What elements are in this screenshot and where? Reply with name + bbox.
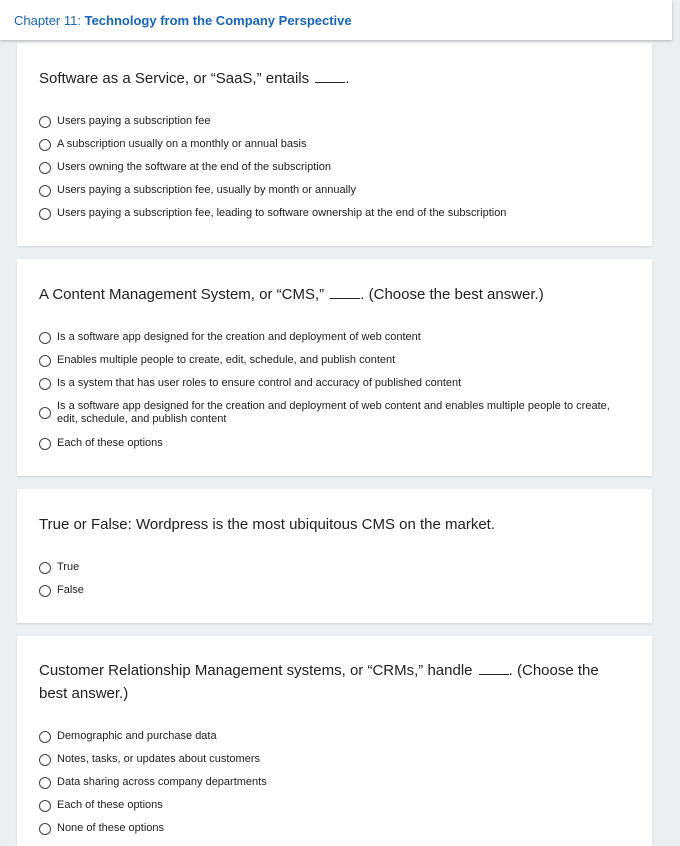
radio-button-icon[interactable] (39, 355, 51, 367)
question-text: True or False: Wordpress is the most ubiquitous CMS on the market. (39, 516, 496, 533)
answer-option[interactable] (39, 138, 630, 151)
answer-blank (330, 297, 360, 299)
radio-button-icon[interactable] (39, 800, 51, 812)
option-label: False (57, 584, 84, 596)
radio-button-icon[interactable] (39, 438, 51, 450)
answer-option[interactable] (39, 799, 630, 812)
radio-button-icon[interactable] (39, 162, 51, 174)
radio-button-icon[interactable] (39, 208, 51, 220)
option-label: Users paying a subscription fee (57, 115, 211, 127)
option-label: Demographic and purchase data (57, 730, 217, 742)
question-text-part: A Content Management System, or “CMS,” (39, 286, 325, 303)
answer-option[interactable] (39, 115, 630, 128)
option-label: Is a software app designed for the creation and deployment of web content (57, 331, 421, 343)
answer-option[interactable] (39, 437, 630, 450)
answer-option[interactable] (39, 161, 630, 174)
answer-option[interactable] (39, 776, 630, 789)
radio-button-icon[interactable] (39, 585, 51, 597)
question-text-part: . (345, 70, 350, 87)
question-text (39, 67, 630, 90)
answer-option[interactable] (39, 753, 630, 766)
answer-option[interactable] (39, 561, 630, 574)
radio-button-icon[interactable] (39, 562, 51, 574)
answer-option[interactable] (39, 400, 630, 426)
option-label: Users paying a subscription fee, usually by month or annually (57, 184, 356, 196)
option-label: Notes, tasks, or updates about customers (57, 753, 260, 765)
option-label: Users paying a subscription fee, leading to software ownership at the end of the subscription (57, 207, 507, 219)
radio-button-icon[interactable] (39, 116, 51, 128)
answer-option[interactable] (39, 184, 630, 197)
radio-button-icon[interactable] (39, 823, 51, 835)
answer-option[interactable] (39, 584, 630, 597)
question-text (39, 659, 630, 705)
radio-button-icon[interactable] (39, 139, 51, 151)
radio-button-icon[interactable] (39, 332, 51, 344)
chapter-header (0, 0, 672, 40)
answer-option[interactable] (39, 207, 630, 220)
question-text (39, 283, 630, 306)
answer-blank (315, 81, 345, 83)
option-label: A subscription usually on a monthly or annual basis (57, 138, 307, 150)
option-label: True (57, 561, 80, 573)
answer-option[interactable] (39, 331, 630, 344)
question-text-part: Software as a Service, or “SaaS,” entails (39, 70, 310, 87)
option-label: Users owning the software at the end of the subscription (57, 161, 331, 173)
question-card-4 (17, 636, 652, 846)
option-label: None of these options (57, 822, 165, 834)
answer-blank (479, 673, 509, 675)
question-text-part: Customer Relationship Management systems, or “CRMs,” handle (39, 662, 473, 679)
answer-option[interactable] (39, 354, 630, 367)
option-label: Enables multiple people to create, edit, schedule, and publish content (57, 354, 396, 366)
option-label: Data sharing across company departments (57, 776, 267, 788)
answer-option[interactable] (39, 377, 630, 390)
option-label: Is a software app designed for the creation and deployment of web content and enables multiple people to create, edit, schedule, and publish content (57, 400, 610, 425)
radio-button-icon[interactable] (39, 185, 51, 197)
chapter-number: Chapter 11: (14, 13, 81, 28)
radio-button-icon[interactable] (39, 777, 51, 789)
option-label: Each of these options (57, 437, 163, 449)
answer-option[interactable] (39, 822, 630, 835)
radio-button-icon[interactable] (39, 378, 51, 390)
radio-button-icon[interactable] (39, 731, 51, 743)
option-label: Is a system that has user roles to ensure control and accuracy of published content (57, 377, 462, 389)
question-card-2 (17, 259, 652, 476)
chapter-title: Technology from the Company Perspective (84, 13, 352, 28)
answer-option[interactable] (39, 730, 630, 743)
option-label: Each of these options (57, 799, 163, 811)
question-card-3 (17, 489, 652, 623)
radio-button-icon[interactable] (39, 754, 51, 766)
radio-button-icon[interactable] (39, 407, 51, 419)
question-card-1 (17, 43, 652, 246)
question-text-part: . (Choose the best answer.) (39, 662, 599, 702)
question-text-part: . (Choose the best answer.) (360, 286, 544, 303)
